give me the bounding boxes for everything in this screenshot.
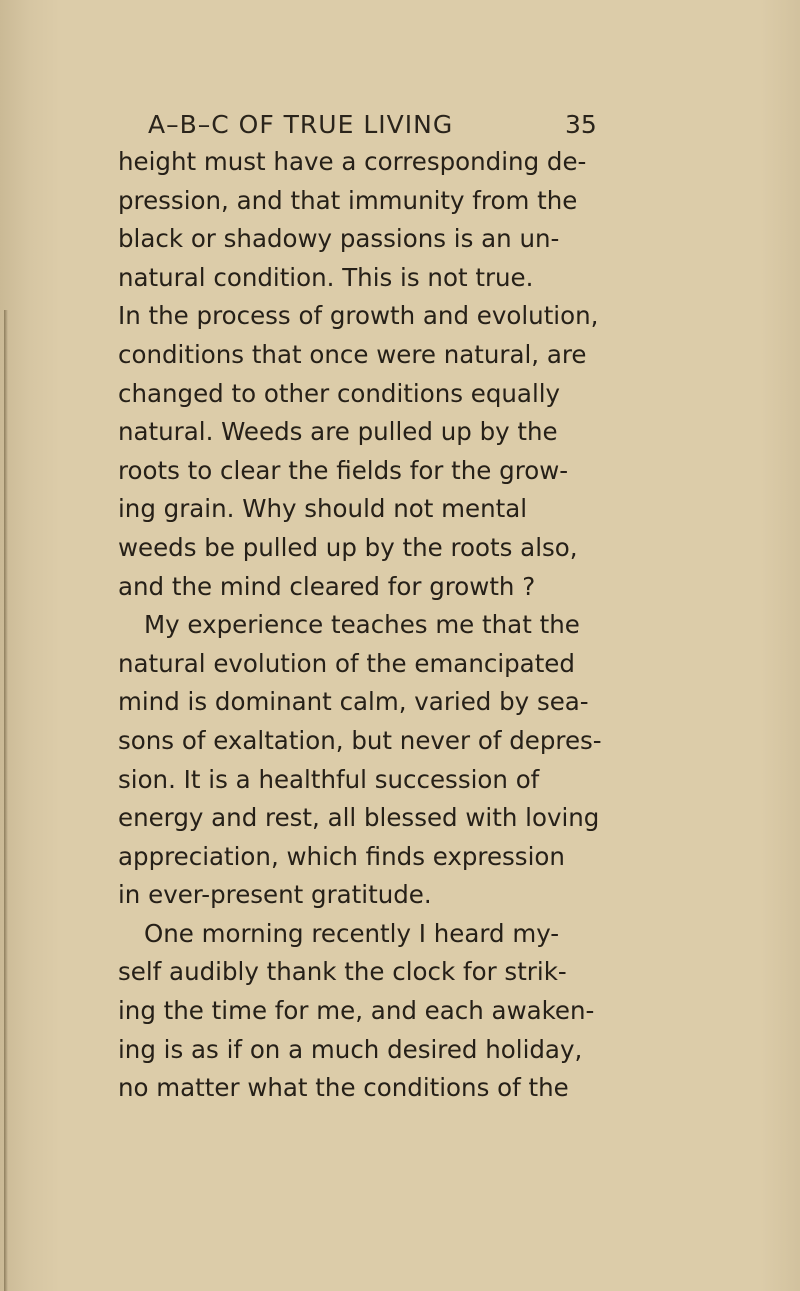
- text-line: roots to clear the fields for the grow-: [118, 455, 569, 485]
- text-line: appreciation, which finds expression: [118, 841, 565, 871]
- text-line: self audibly thank the clock for strik-: [118, 957, 567, 987]
- paragraph-start-line: My experience teaches me that the: [144, 610, 580, 640]
- text-line: conditions that once were natural, are: [118, 339, 587, 369]
- text-line: ing grain. Why should not mental: [118, 494, 528, 524]
- text-line: ing the time for me, and each awaken-: [118, 996, 595, 1026]
- text-line: sion. It is a healthful succession of: [118, 764, 540, 794]
- text-line: natural condition. This is not true.: [118, 262, 534, 292]
- text-line: and the mind cleared for growth ?: [118, 571, 536, 601]
- page-number: 35: [565, 110, 597, 139]
- text-line: weeds be pulled up by the roots also,: [118, 532, 578, 562]
- text-line: mind is dominant calm, varied by sea-: [118, 687, 589, 717]
- text-line: black or shadowy passions is an un-: [118, 224, 560, 254]
- text-line: In the process of growth and evolution,: [118, 301, 599, 331]
- text-line: energy and rest, all blessed with loving: [118, 803, 600, 833]
- text-line: changed to other conditions equally: [118, 378, 561, 408]
- text-line: natural evolution of the emancipated: [118, 648, 575, 678]
- text-line: ing is as if on a much desired holiday,: [118, 1034, 583, 1064]
- body-text: [118, 143, 638, 1108]
- paragraph-start-line: One morning recently I heard my-: [144, 918, 560, 948]
- text-line: pression, and that immunity from the: [118, 185, 578, 215]
- text-line: sons of exaltation, but never of depres-: [118, 725, 602, 755]
- text-line: no matter what the conditions of the: [118, 1073, 569, 1103]
- page-gutter-shadow: [4, 310, 8, 1291]
- text-line: natural. Weeds are pulled up by the: [118, 417, 558, 447]
- running-head-title: A–B–C OF TRUE LIVING: [148, 110, 454, 139]
- text-line: in ever-present gratitude.: [118, 880, 432, 910]
- text-line: height must have a corresponding de-: [118, 147, 587, 176]
